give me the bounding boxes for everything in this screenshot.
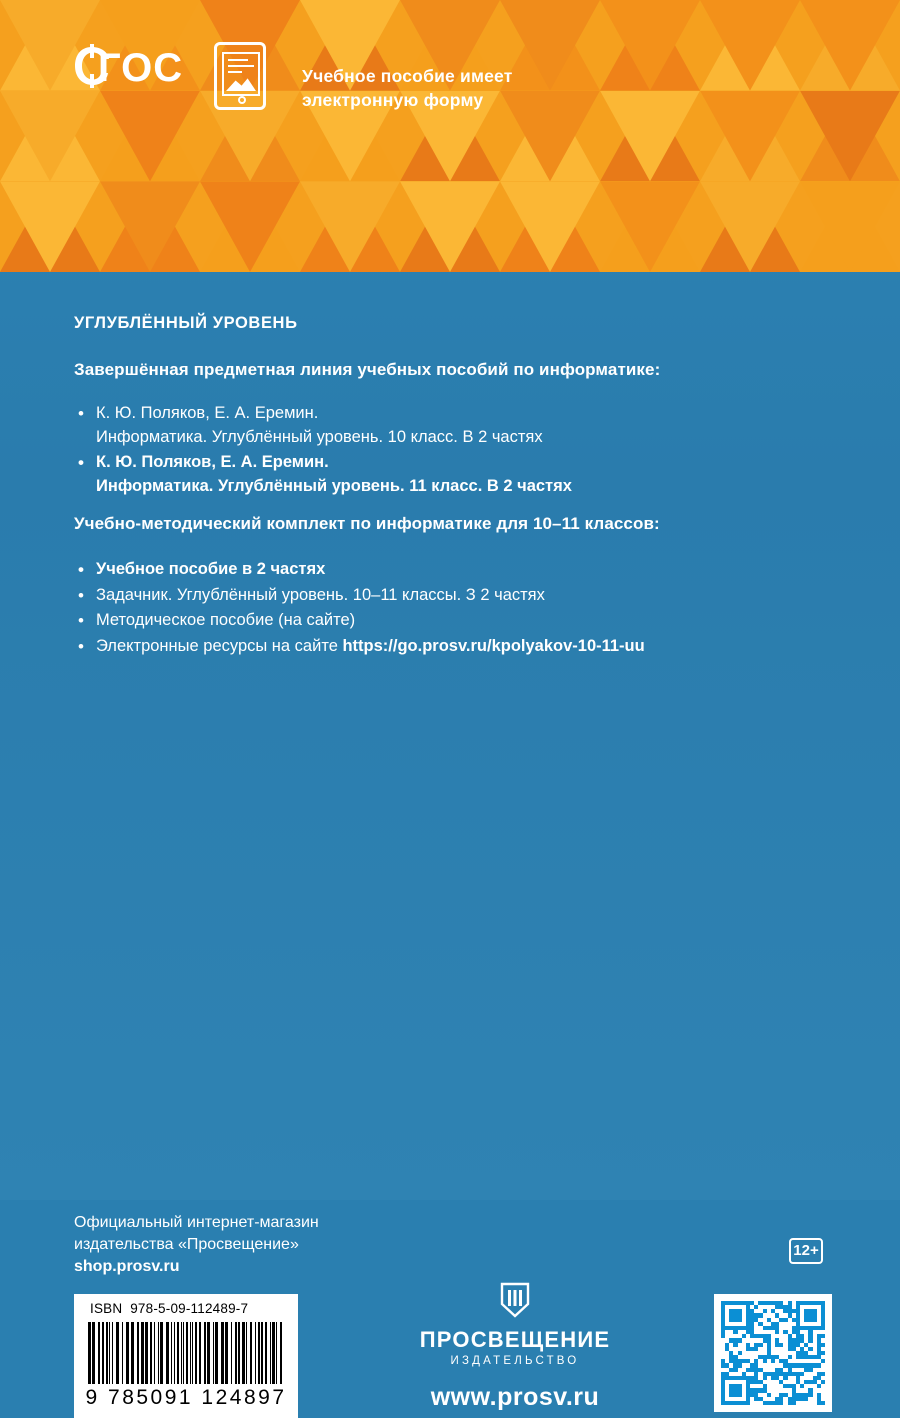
qr-code-canvas — [721, 1301, 825, 1405]
barcode-bar — [207, 1322, 210, 1384]
barcode-bar — [242, 1322, 245, 1384]
qr-module — [767, 1393, 771, 1397]
qr-module — [821, 1326, 825, 1330]
book-title: Информатика. Углублённый уровень. 11 класс. В 2 частях — [96, 476, 572, 495]
barcode-bar — [183, 1322, 184, 1384]
qr-module — [821, 1401, 825, 1405]
age-rating-badge: 12+ — [789, 1238, 823, 1264]
qr-code-icon[interactable] — [714, 1294, 832, 1412]
barcode-digits: 9 785091 124897 — [85, 1386, 287, 1409]
barcode-bar — [231, 1322, 232, 1384]
barcode-bar — [145, 1322, 148, 1384]
prosveshenie-mark-icon — [498, 1282, 532, 1318]
qr-module — [800, 1372, 804, 1376]
barcode-bar — [199, 1322, 201, 1384]
barcode-bar — [160, 1322, 163, 1384]
barcode-bar — [192, 1322, 193, 1384]
qr-module — [738, 1351, 742, 1355]
barcode-bar — [213, 1322, 214, 1384]
isbn-label: ISBN — [90, 1301, 123, 1316]
qr-module — [788, 1355, 792, 1359]
tablet-text-line — [228, 71, 242, 73]
qr-module — [771, 1359, 775, 1363]
book-title: Информатика. Углублённый уровень. 10 класс. В 2 частях — [96, 427, 543, 446]
barcode-bar — [92, 1322, 95, 1384]
header-caption-line1: Учебное пособие имеет — [302, 66, 513, 86]
shop-url[interactable]: shop.prosv.ru — [74, 1258, 180, 1275]
barcode-bar — [221, 1322, 224, 1384]
qr-module — [800, 1384, 804, 1388]
barcode-bar — [109, 1322, 110, 1384]
barcode-bar — [181, 1322, 182, 1384]
qr-module — [821, 1380, 825, 1384]
shop-info — [74, 1212, 319, 1278]
qr-module — [821, 1343, 825, 1347]
barcode-bar — [246, 1322, 247, 1384]
barcode-bar — [106, 1322, 108, 1384]
list-item: • Учебное пособие в 2 частях — [74, 558, 645, 582]
barcode-bar — [235, 1322, 237, 1384]
barcode-bar — [154, 1322, 155, 1384]
qr-module — [783, 1376, 787, 1380]
barcode-bar — [261, 1322, 263, 1384]
section2-title: Учебно-методический комплект по информатике для 10–11 классов: — [74, 514, 660, 533]
resources-link[interactable]: https://go.prosv.ru/kpolyakov-10-11-uu — [342, 636, 645, 655]
barcode-bars — [88, 1322, 284, 1384]
qr-module — [746, 1401, 750, 1405]
qr-module — [817, 1363, 821, 1367]
qr-module — [804, 1397, 808, 1401]
qr-module — [738, 1393, 742, 1397]
barcode-bar — [102, 1322, 104, 1384]
barcode-bar — [258, 1322, 260, 1384]
barcode-bar — [238, 1322, 240, 1384]
level-title: УГЛУБЛЁННЫЙ УРОВЕНЬ — [74, 314, 298, 332]
tablet-text-line — [228, 65, 254, 67]
header-logos — [0, 0, 900, 272]
qr-module — [754, 1347, 758, 1351]
barcode-bar — [250, 1322, 252, 1384]
barcode-bar — [276, 1322, 277, 1384]
qr-module — [758, 1343, 762, 1347]
qr-module — [792, 1401, 796, 1405]
barcode-bar — [265, 1322, 267, 1384]
resources-label: Электронные ресурсы на сайте — [96, 636, 343, 655]
barcode-bar — [98, 1322, 100, 1384]
list-item — [74, 635, 645, 659]
qr-module — [754, 1305, 758, 1309]
qr-module — [813, 1318, 817, 1322]
barcode-bar — [112, 1322, 113, 1384]
qr-module — [758, 1313, 762, 1317]
qr-module — [738, 1363, 742, 1367]
qr-module — [779, 1401, 783, 1405]
section1-title: Завершённая предметная линия учебных пособий по информатике: — [74, 360, 661, 379]
header-caption-line2: электронную форму — [302, 90, 484, 110]
qr-module — [742, 1334, 746, 1338]
list-item: • Методическое пособие (на сайте) — [74, 609, 645, 633]
barcode-block — [74, 1294, 298, 1418]
barcode-bar — [225, 1322, 228, 1384]
publisher-site[interactable]: www.prosv.ru — [430, 1383, 600, 1411]
barcode-bar — [186, 1322, 188, 1384]
content-area — [0, 272, 900, 1411]
barcode-bar — [141, 1322, 144, 1384]
gost-label: ГОС — [98, 46, 184, 90]
qr-module — [733, 1343, 737, 1347]
barcode-bar — [126, 1322, 129, 1384]
tablet-text-line — [228, 59, 248, 61]
barcode-bar — [166, 1322, 169, 1384]
barcode-bar — [174, 1322, 175, 1384]
qr-module — [821, 1351, 825, 1355]
barcode-bar — [158, 1322, 159, 1384]
list-item — [74, 451, 572, 498]
barcode-bar — [131, 1322, 134, 1384]
qr-module — [763, 1376, 767, 1380]
qr-module — [783, 1318, 787, 1322]
publisher-logo — [405, 1282, 625, 1412]
barcode-bar — [116, 1322, 119, 1384]
barcode-bar — [122, 1322, 123, 1384]
barcode-bar — [171, 1322, 172, 1384]
qr-module — [808, 1338, 812, 1342]
barcode-bar — [190, 1322, 191, 1384]
barcode-bar — [150, 1322, 152, 1384]
tablet-device-icon — [214, 42, 266, 110]
isbn-text — [90, 1301, 248, 1316]
shop-line1: Официальный интернет-магазин — [74, 1214, 319, 1231]
header-caption — [302, 64, 513, 112]
qr-module — [721, 1334, 725, 1338]
qr-module — [763, 1309, 767, 1313]
qr-module — [808, 1393, 812, 1397]
header-banner — [0, 0, 900, 272]
qr-module — [738, 1338, 742, 1342]
barcode-bar — [195, 1322, 197, 1384]
barcode-bar — [88, 1322, 91, 1384]
book-author: • К. Ю. Поляков, Е. А. Еремин. — [96, 404, 319, 422]
barcode-bar — [204, 1322, 206, 1384]
qr-module — [779, 1343, 783, 1347]
book-author: • К. Ю. Поляков, Е. А. Еремин. — [96, 453, 329, 471]
qr-module — [821, 1334, 825, 1338]
qr-module — [821, 1372, 825, 1376]
publisher-name: ПРОСВЕЩЕНИЕ — [419, 1327, 611, 1352]
list-item: • Задачник. Углублённый уровень. 10–11 классы. З 2 частях — [74, 584, 645, 608]
qr-module — [738, 1318, 742, 1322]
qr-module — [808, 1347, 812, 1351]
barcode-bar — [177, 1322, 179, 1384]
barcode-bar — [215, 1322, 218, 1384]
barcode-bar — [272, 1322, 275, 1384]
barcode-bar — [137, 1322, 139, 1384]
qr-module — [817, 1384, 821, 1388]
textbook-line-list — [74, 402, 572, 500]
shop-line2: издательства «Просвещение» — [74, 1236, 299, 1253]
isbn-value: 978-5-09-112489-7 — [130, 1301, 249, 1316]
barcode-bar — [280, 1322, 282, 1384]
qr-module — [808, 1368, 812, 1372]
barcode-bar — [270, 1322, 271, 1384]
gost-standard-icon — [72, 40, 187, 96]
publisher-sub: ИЗДАТЕЛЬСТВО — [450, 1355, 580, 1367]
qr-module — [821, 1359, 825, 1363]
tablet-home-button — [238, 96, 246, 104]
list-item — [74, 402, 572, 449]
qr-module — [733, 1330, 737, 1334]
kit-list — [74, 558, 645, 660]
qr-module — [775, 1330, 779, 1334]
qr-module — [733, 1368, 737, 1372]
barcode-bar — [255, 1322, 256, 1384]
qr-module — [763, 1359, 767, 1363]
